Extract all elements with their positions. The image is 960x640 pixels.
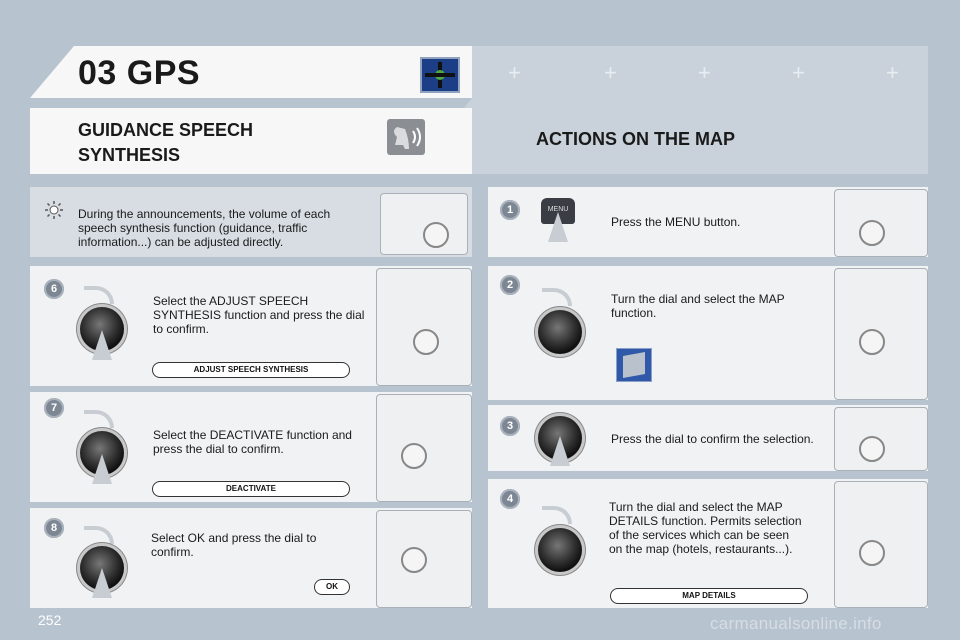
console-illustration — [376, 394, 472, 502]
step-badge: 7 — [44, 398, 64, 418]
intro-text: During the announcements, the volume of each speech synthesis function (guidance, traffic information...) can be adjusted directly. — [78, 207, 331, 249]
step-badge: 8 — [44, 518, 64, 538]
step-text: Select OK and press the dial to confirm. — [151, 531, 317, 559]
step-text: Press the dial to confirm the selection. — [611, 432, 814, 446]
step-badge: 4 — [500, 489, 520, 509]
section-title-map: ACTIONS ON THE MAP — [536, 129, 736, 149]
step-badge: 3 — [500, 416, 520, 436]
press-arrow-icon — [92, 330, 112, 360]
press-arrow-icon — [550, 436, 570, 466]
console-illustration — [834, 407, 928, 471]
step-badge: 2 — [500, 275, 520, 295]
sun-icon — [44, 200, 64, 220]
page-number: 252 — [38, 612, 62, 628]
function-label: DEACTIVATE — [152, 481, 350, 497]
function-label: ADJUST SPEECH SYNTHESIS — [152, 362, 350, 378]
watermark: carmanualsonline.info — [710, 614, 882, 633]
dial-icon — [538, 528, 582, 572]
menu-button-icon: MENU — [541, 198, 575, 224]
console-illustration — [376, 510, 472, 608]
step-text: Select the ADJUST SPEECH SYNTHESIS function and press the dial to confirm. — [153, 294, 365, 336]
map-background: + + + + + — [472, 46, 928, 174]
map-icon — [616, 348, 652, 382]
page-title: 03 GPS — [78, 54, 201, 92]
dial-icon — [538, 310, 582, 354]
step-text: Turn the dial and select the MAP DETAILS function. Permits selection of the services which can be seen on the map (hotels, restaurants...). — [609, 500, 802, 556]
console-illustration — [834, 189, 928, 257]
gps-crosshair-icon — [420, 57, 460, 93]
step-badge: 6 — [44, 279, 64, 299]
console-illustration — [834, 268, 928, 400]
console-illustration — [834, 481, 928, 608]
step-text: Select the DEACTIVATE function and press the dial to confirm. — [153, 428, 352, 456]
press-arrow-icon — [92, 568, 112, 598]
step-text: Turn the dial and select the MAP function. — [611, 292, 785, 320]
speech-synthesis-icon — [387, 119, 425, 155]
step-badge: 1 — [500, 200, 520, 220]
section-title-speech: GUIDANCE SPEECH SYNTHESIS — [78, 120, 254, 165]
step-text: Press the MENU button. — [611, 215, 741, 229]
press-arrow-icon — [92, 454, 112, 484]
function-label: MAP DETAILS — [610, 588, 808, 604]
console-illustration — [380, 193, 468, 255]
console-illustration — [376, 268, 472, 386]
press-arrow-icon — [548, 212, 568, 242]
function-label: OK — [314, 579, 350, 595]
